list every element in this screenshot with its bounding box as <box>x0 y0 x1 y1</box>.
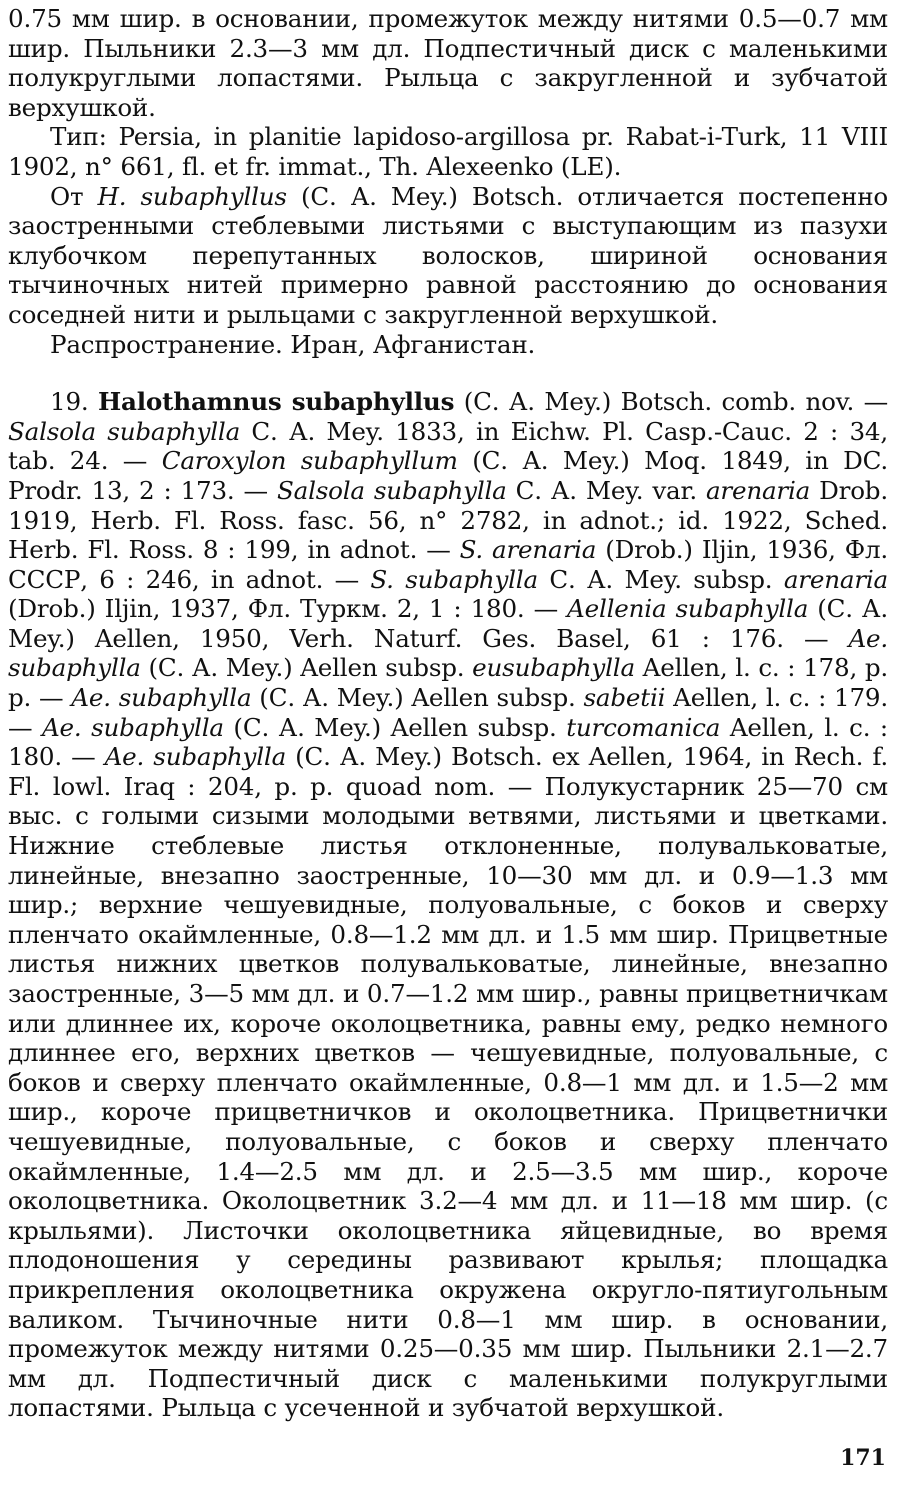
species-text: (Drob.) Iljin, 1936, Фл. СССР, 6 : 246, in adnot. — <box>8 535 889 594</box>
species-text: Aellen, l. c. : 180. — <box>8 712 888 772</box>
page-number: 171 <box>840 1445 886 1471</box>
species-text: (С. А. Mey.) Aellen subsp. <box>140 653 473 683</box>
synonym-name: Salsola subaphylla <box>8 416 241 446</box>
paragraph-species-19 <box>8 387 888 1423</box>
species-text: Aellen, l. c. : 179. — <box>8 683 888 742</box>
synonym-name: Caroxylon subaphyllum <box>161 446 458 476</box>
synonym-name: sabetii <box>583 683 666 713</box>
species-text: С. А. Mey. 1833, in Eichw. Pl. Casp.-Cauc. 2 : 34, tab. 24. — <box>8 416 888 476</box>
diff-taxon-name: H. subaphyllus <box>97 181 287 211</box>
synonym-name: eusubaphylla <box>472 653 635 683</box>
paragraph-differentiation <box>8 182 888 330</box>
synonym-name: S. arenaria <box>459 535 597 565</box>
paragraph-distribution: Распространение. Иран, Афганистан. <box>50 329 536 359</box>
species-description: (С. А. Mey.) Botsch. ex Aellen, 1964, in Rech. f. Fl. lowl. Iraq : 204, p. p. quoad nom. — Полукустарник 25—70 см выс. с голыми сизыми молодыми ветвями, листьями и цветками. Нижние стеблевые листья отклоненные, полувальковатые, линейные, внезапно заостренные, 10—30 мм дл. и 0.9—1.3 мм шир.; верхние чешуевидные, полуовальные, с боков и сверху пленчато окаймленные, 0.8—1.2 мм дл. и 1.5 мм шир. Прицветные листья нижних цветков полувальковатые, линейные, внезапно заостренные, 3—5 мм дл. и 0.7—1.2 мм шир., равны прицветничкам или длиннее их, короче околоцветника, равны ему, редко немного длиннее его, верхних цветков — чешуевидные, полуовальные, с боков и сверху пленчато окаймленные, 0.8—1 мм дл. и 1.5—2 мм шир., короче прицветничков и околоцветника. Прицветнички чешуевидные, полуовальные, с боков и сверху пленчато окаймленные, 1.4—2.5 мм дл. и 2.5—3.5 мм шир., короче околоцветника. Околоцветник 3.2—4 мм дл. и 11—18 мм шир. (с крыльями). Листочки околоцветника яйцевидные, во время плодоношения у середины развивают крылья; площадка прикрепления околоцветника окружена округло-пятиугольным валиком. Тычиночные нити 0.8—1 мм шир. в основании, промежуток между нитями 0.25—0.35 мм шир. Пыльники 2.1—2.7 мм дл. Подпестичный диск с маленькими полукруглыми лопастями. Рыльца с усеченной и зубчатой верхушкой. <box>8 742 888 1423</box>
species-text: Drob. 1919, Herb. Fl. Ross. fasc. 56, n° 2782, in adnot.; id. 1922, Sched. Herb. Fl. Ross. 8 : 199, in adnot. — <box>8 475 888 565</box>
diff-text-1: От <box>50 181 98 211</box>
diff-text-2: (С. А. Mey.) Botsch. отличается постепенно заостренными стеблевыми листьями с выступающим из пазухи клубочком перепутанных волосков, шириной основания тычиночных нитей примерно равной расстоянию до основания соседней нити и рыльцами с закругленной верхушкой. <box>8 181 888 329</box>
species-text: (С. А. Mey.) Aellen subsp. <box>223 712 567 742</box>
synonym-name: Ae. subaphylla <box>8 623 888 683</box>
species-text: Aellen, l. c. : 178, p. p. — <box>8 653 888 713</box>
section-gap <box>8 359 888 387</box>
species-text: (С. А. Mey.) Botsch. comb. nov. — <box>454 387 889 417</box>
species-name: Halothamnus subaphyllus <box>98 387 455 417</box>
species-text: (Drob.) Iljin, 1937, Фл. Туркм. 2, 1 : 180. — <box>8 594 568 624</box>
species-text: (С. А. Mey.) Moq. 1849, in DC. Prodr. 13, 2 : 173. — <box>8 446 888 505</box>
typus-label: Тип: <box>50 122 107 152</box>
synonym-name: Ae. subaphylla <box>71 683 252 713</box>
synonym-name: S. subaphylla <box>370 564 538 594</box>
synonym-name: Aellenia subaphylla <box>567 594 809 624</box>
synonym-name: arenaria <box>783 564 889 594</box>
species-number: 19. <box>50 387 99 417</box>
paragraph-typus <box>8 122 888 181</box>
synonym-name: Ae. subaphylla <box>104 742 287 772</box>
synonym-name: Salsola subaphylla <box>276 475 507 505</box>
species-text: С. А. Mey. subsp. <box>537 564 784 594</box>
species-text: С. А. Mey. var. <box>506 475 706 505</box>
synonym-name: arenaria <box>705 475 811 505</box>
typus-text: Persia, in planitie lapidoso-argillosa pr. Rabat-i-Turk, 11 VIII 1902, n° 661, fl. et fr. immat., Th. Alexeenko (LE). <box>8 122 888 181</box>
species-text: (С. А. Mey.) Aellen subsp. <box>251 683 584 713</box>
species-text: (С. А. Mey.) Aellen, 1950, Verh. Naturf. Ges. Basel, 61 : 176. — <box>8 594 888 653</box>
paragraph-description-end: 0.75 мм шир. в основании, промежуток между нитями 0.5—0.7 мм шир. Пыльники 2.3—3 мм дл. Подпестичный диск с маленькими полукруглыми лопастями. Рыльца с закругленной и зубчатой верхушкой. <box>8 4 888 122</box>
synonym-name: Ae. subaphylla <box>41 712 224 742</box>
synonym-name: turcomanica <box>566 712 721 742</box>
